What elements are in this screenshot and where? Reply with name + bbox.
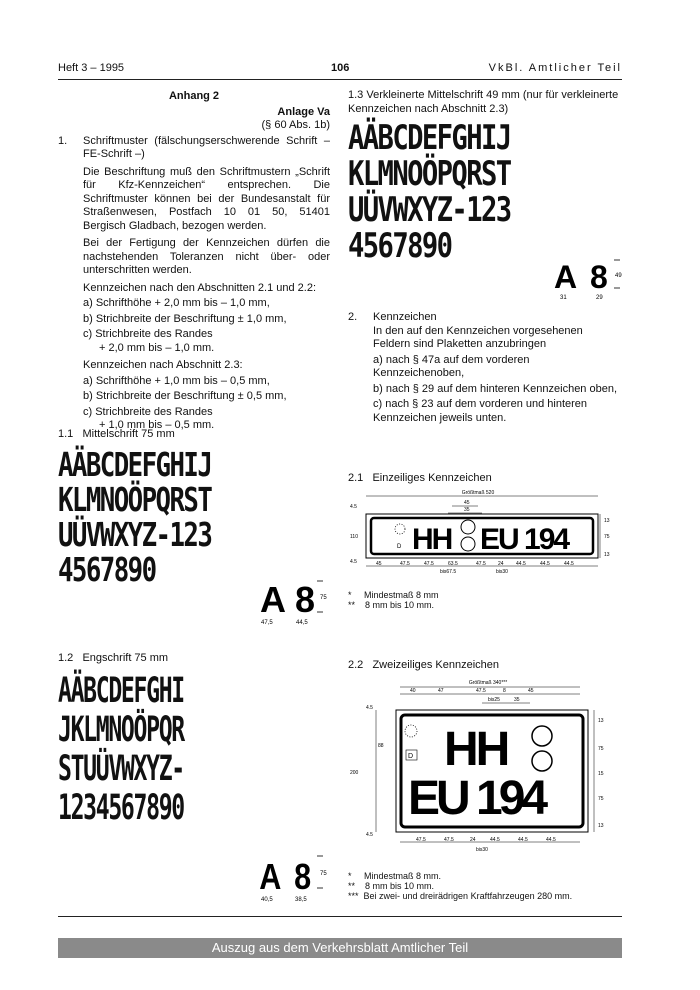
sample-letter-a: A xyxy=(259,857,282,898)
sample-digit-8: 8 xyxy=(294,857,312,898)
svg-text:63.5: 63.5 xyxy=(448,561,458,567)
section-1-para-4: Kennzeichen nach Abschnitt 2.3: xyxy=(83,359,243,371)
tolerance2-b: b) Strichbreite der Beschriftung ± 0,5 mm, xyxy=(83,390,287,402)
footer-rule xyxy=(58,916,622,917)
section-1-title: Schriftmuster (fälschungserschwerende Schrift – FE-Schrift –) xyxy=(83,134,330,160)
note-2-c: *** Bei zwei- und dreirädrigen Kraftfahrzeugen 280 mm. xyxy=(348,891,573,901)
header-left: Heft 3 – 1995 xyxy=(58,62,125,74)
plate-single-drawing xyxy=(348,486,628,578)
klein-line-4: 4567890 xyxy=(348,226,452,266)
plate-text-hh: HH xyxy=(444,723,508,776)
svg-text:47.5: 47.5 xyxy=(476,688,486,694)
height-label: 110 xyxy=(350,534,358,540)
svg-text:45: 45 xyxy=(528,688,534,694)
note-2-a: * Mindestmaß 8 mm. xyxy=(348,871,442,881)
svg-text:44.5: 44.5 xyxy=(546,837,556,843)
section-1-para-3: Kennzeichen nach den Abschnitten 2.1 und 2.2: xyxy=(83,281,317,294)
anlage-title: Anlage Va xyxy=(277,105,330,118)
svg-text:24: 24 xyxy=(470,837,476,843)
section-2-title: Kennzeichen xyxy=(373,311,437,323)
svg-text:4.5: 4.5 xyxy=(350,559,357,565)
mittel-dimension-sample xyxy=(255,578,335,630)
paragraph-ref: (§ 60 Abs. 1b) xyxy=(261,119,330,131)
svg-text:24: 24 xyxy=(498,561,504,567)
height-88-label: 88 xyxy=(378,743,384,749)
tolerance-a: a) Schrifthöhe + 2,0 mm bis – 1,0 mm, xyxy=(83,297,270,309)
note-2-b: ** 8 mm bis 10 mm. xyxy=(348,881,435,891)
svg-text:13: 13 xyxy=(604,518,610,524)
klein-dimension-sample xyxy=(550,256,630,304)
section-2-1-title: 2.1 Einzeiliges Kennzeichen xyxy=(348,472,492,484)
section-2-2-title: 2.2 Zweizeiliges Kennzeichen xyxy=(348,659,500,671)
sample-digit-8: 8 xyxy=(590,259,608,295)
country-badge: D xyxy=(397,544,402,550)
note-1-b: ** 8 mm bis 10 mm. xyxy=(348,600,435,610)
note-1-a: * Mindestmaß 8 mm xyxy=(348,590,439,600)
anhang-title: Anhang 2 xyxy=(168,90,220,102)
svg-text:47.5: 47.5 xyxy=(416,837,426,843)
tolerance-b: b) Strichbreite der Beschriftung ± 1,0 mm, xyxy=(83,312,287,325)
section-1-para-2: Bei der Fertigung der Kennzeichen dürfen die nachstehenden Toleranzen nicht über- oder unterschritten werden. xyxy=(83,237,330,276)
svg-text:4.5: 4.5 xyxy=(366,705,373,711)
dim-height: 75 xyxy=(320,871,327,877)
dim-width-a: 31 xyxy=(560,295,567,301)
mittelschrift-sample xyxy=(58,447,255,587)
eng-line-3: STUÜVWXYZ- xyxy=(58,749,184,789)
svg-text:47.5: 47.5 xyxy=(424,561,434,567)
height-200-label: 200 xyxy=(350,770,359,776)
svg-text:44.5: 44.5 xyxy=(490,837,500,843)
tolerance-c: c) Strichbreite des Randes xyxy=(83,328,213,340)
mittel-line-1: AÄBCDEFGHIJ xyxy=(58,445,212,484)
plate-text-eu194: EU 194 xyxy=(408,772,545,825)
svg-text:35: 35 xyxy=(464,507,470,513)
dim-width-a: 40,5 xyxy=(261,897,273,903)
svg-text:47.5: 47.5 xyxy=(400,561,410,567)
svg-text:45: 45 xyxy=(376,561,382,567)
section-1-1-title: 1.1 Mittelschrift 75 mm xyxy=(58,428,175,440)
plate-text-eu194: EU 194 xyxy=(480,523,569,556)
svg-text:4.5: 4.5 xyxy=(350,504,357,510)
svg-text:44.5: 44.5 xyxy=(564,561,574,567)
section-1-para-1: Die Beschriftung muß den Schriftmustern „Schrift für Kfz-Kennzeichen“ entsprechen. Die Schriftmuster können bei der Bundesanstalt für Straßenwesen, Postfach 10 01 50, 51401 Bergisch Gladbach, bezogen werden. xyxy=(83,165,330,232)
section-2 xyxy=(348,311,622,427)
svg-text:47.5: 47.5 xyxy=(444,837,454,843)
svg-text:bis67.5: bis67.5 xyxy=(440,569,457,575)
dim-height: 49 xyxy=(615,273,622,279)
kleinschrift-sample xyxy=(348,120,551,264)
svg-text:45: 45 xyxy=(464,500,470,506)
section-1-3-title: 1.3 Verkleinerte Mittelschrift 49 mm (nur für verkleinerte Kennzeichen nach Abschnitt 2.3) xyxy=(348,89,619,115)
svg-text:40: 40 xyxy=(410,688,416,694)
svg-text:bis30: bis30 xyxy=(496,569,508,575)
eng-dimension-sample xyxy=(255,852,335,908)
sample-letter-a: A xyxy=(260,579,286,620)
mittel-line-3: UÜVWXYZ-123 xyxy=(58,515,212,554)
sample-digit-8: 8 xyxy=(295,579,316,620)
svg-text:44.5: 44.5 xyxy=(518,837,528,843)
section-2-c: c) nach § 23 auf dem vorderen und hinteren Kennzeichen jeweils unten. xyxy=(373,398,588,424)
section-2-a: a) nach § 47a auf dem vorderen Kennzeichenoben, xyxy=(373,353,530,379)
engschrift-sample xyxy=(58,672,249,828)
svg-text:75: 75 xyxy=(598,746,604,752)
dim-width-8: 29 xyxy=(596,295,603,301)
dim-width-8: 38,5 xyxy=(295,897,307,903)
svg-text:13: 13 xyxy=(604,552,610,558)
klein-line-2: KLMNOÖPQRST xyxy=(348,154,511,194)
mittel-line-2: KLMNOÖPQRST xyxy=(58,480,212,519)
tolerance-c-value: + 2,0 mm bis – 1,0 mm. xyxy=(99,341,215,354)
svg-text:47: 47 xyxy=(438,688,444,694)
svg-text:44.5: 44.5 xyxy=(516,561,526,567)
tolerance2-c: c) Strichbreite des Randes xyxy=(83,405,213,418)
tolerance2-a: a) Schrifthöhe + 1,0 mm bis – 0,5 mm, xyxy=(83,374,270,387)
svg-text:8: 8 xyxy=(503,688,506,694)
section-1-2-title: 1.2 Engschrift 75 mm xyxy=(58,652,169,664)
dim-width-a: 47,5 xyxy=(261,620,273,626)
svg-text:75: 75 xyxy=(604,534,610,540)
footer-banner: Auszug aus dem Verkehrsblatt Amtlicher Teil xyxy=(58,938,622,958)
page-number: 106 xyxy=(331,62,350,74)
svg-text:35: 35 xyxy=(514,697,520,703)
svg-text:75: 75 xyxy=(598,796,604,802)
tolerance2-c-value: + 1,0 mm bis – 0,5 mm. xyxy=(99,419,215,431)
eng-line-2: JKLMNOÖPQR xyxy=(58,710,184,750)
header-rule xyxy=(58,79,622,80)
svg-text:bis25: bis25 xyxy=(488,697,500,703)
eng-line-4: 1234567890 xyxy=(58,788,184,828)
section-2-num: 2. xyxy=(348,311,358,323)
plate-double-drawing xyxy=(348,674,628,864)
max-size-label: Größtmaß 340*** xyxy=(468,680,508,686)
section-1-num: 1. xyxy=(58,134,68,147)
svg-text:13: 13 xyxy=(598,823,604,829)
country-badge: D xyxy=(408,753,414,760)
klein-line-1: AÄBCDEFGHIJ xyxy=(348,118,511,158)
eng-line-1: AÄBCDEFGHI xyxy=(58,671,184,711)
svg-text:13: 13 xyxy=(598,718,604,724)
max-size-label: Größtmaß 520 xyxy=(461,490,495,496)
plate-text-hh: HH xyxy=(412,523,452,556)
svg-text:4.5: 4.5 xyxy=(366,832,373,838)
dim-height: 75 xyxy=(320,595,327,601)
svg-text:15: 15 xyxy=(598,771,604,777)
klein-line-3: UÜVWXYZ-123 xyxy=(348,190,511,230)
section-2-b: b) nach § 29 auf dem hinteren Kennzeichen oben, xyxy=(373,382,618,395)
section-2-para: In den auf den Kennzeichen vorgesehenen Feldern sind Plaketten anzubringen xyxy=(373,324,583,350)
svg-text:44.5: 44.5 xyxy=(540,561,550,567)
header-right: VkBl. Amtlicher Teil xyxy=(488,62,622,74)
left-column xyxy=(58,90,330,435)
svg-text:47.5: 47.5 xyxy=(476,561,486,567)
svg-text:bis30: bis30 xyxy=(476,847,488,853)
mittel-line-4: 4567890 xyxy=(58,550,156,589)
dim-width-8: 44,5 xyxy=(296,620,308,626)
sample-letter-a: A xyxy=(554,259,578,295)
